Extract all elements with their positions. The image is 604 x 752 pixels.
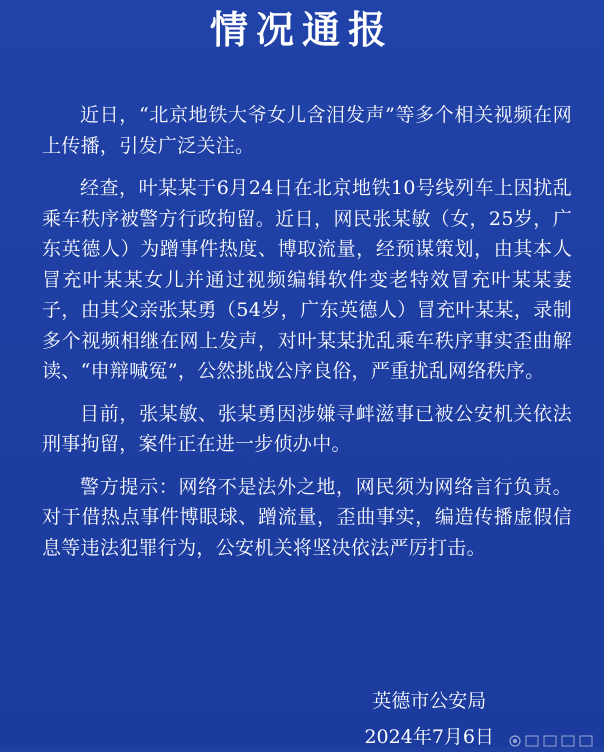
paragraph-status: 目前，张某敏、张某勇因涉嫌寻衅滋事已被公安机关依法刑事拘留，案件正在进一步侦办中。 (42, 402, 572, 455)
issuer-name: 英德市公安局 (372, 690, 487, 712)
notice-body (42, 100, 572, 563)
signature-block (364, 686, 494, 752)
paragraph-investigation: 经查，叶某某于6月24日在北京地铁10号线列车上因扰乱乘车秩序被警方行政拘留。近日，网民张某敏（女，25岁，广东英德人）为蹭事件热度、博取流量，经预谋策划，由其本人冒充叶某某女儿并通过视频编辑软件变老特效冒充叶某某妻子，由其父亲张某勇（54岁，广东英德人）冒充叶某某，录制多个视频相继在网上发声，对叶某某扰乱乘车秩序事实歪曲解读、“申辩喊冤”，公然挑战公序良俗，严重扰乱网络秩序。 (42, 177, 572, 382)
police-warning: 警方提示：网络不是法外之地，网民须为网络言行负责。对于借热点事件博眼球、蹭流量，歪曲事实，编造传播虚假信息等违法犯罪行为，公安机关将坚决依法严厉打击。 (42, 475, 572, 559)
notice-title: 情况通报 (209, 8, 394, 52)
watermark-logo (508, 733, 604, 747)
issue-date: 2024年7月6日 (364, 726, 494, 748)
paragraph-intro: 近日，“北京地铁大爷女儿含泪发声”等多个相关视频在网上传播，引发广泛关注。 (42, 104, 572, 157)
